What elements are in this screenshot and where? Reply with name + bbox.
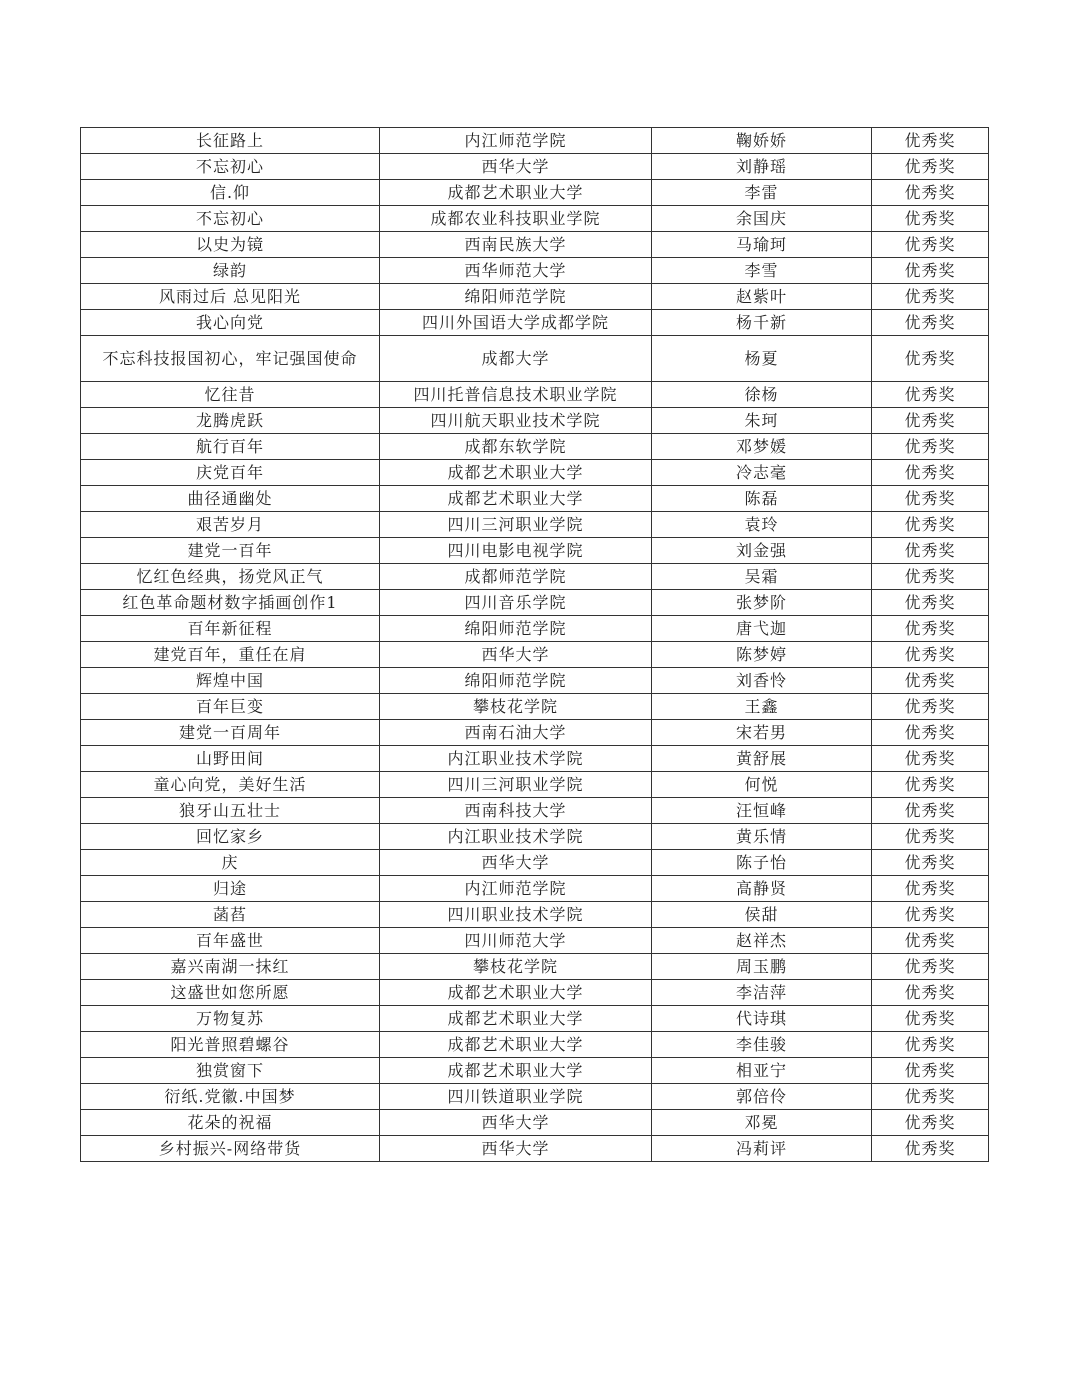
author-name-cell: 刘香怜 bbox=[652, 668, 872, 694]
table-row bbox=[81, 154, 989, 180]
school-cell: 绵阳师范学院 bbox=[380, 616, 652, 642]
author-name-cell: 张梦阶 bbox=[652, 590, 872, 616]
award-level-cell: 优秀奖 bbox=[872, 928, 989, 954]
work-title-cell: 归途 bbox=[81, 876, 380, 902]
table-row bbox=[81, 206, 989, 232]
author-name-cell: 李洁萍 bbox=[652, 980, 872, 1006]
author-name-cell: 鞠娇娇 bbox=[652, 128, 872, 154]
award-level-cell: 优秀奖 bbox=[872, 382, 989, 408]
school-cell: 四川铁道职业学院 bbox=[380, 1084, 652, 1110]
award-level-cell: 优秀奖 bbox=[872, 824, 989, 850]
table-row bbox=[81, 128, 989, 154]
author-name-cell: 黄舒展 bbox=[652, 746, 872, 772]
work-title-cell: 辉煌中国 bbox=[81, 668, 380, 694]
work-title-cell: 乡村振兴-网络带货 bbox=[81, 1136, 380, 1162]
school-cell: 西华大学 bbox=[380, 1136, 652, 1162]
work-title-cell: 不忘初心 bbox=[81, 154, 380, 180]
table-row bbox=[81, 616, 989, 642]
award-level-cell: 优秀奖 bbox=[872, 642, 989, 668]
award-level-cell: 优秀奖 bbox=[872, 564, 989, 590]
author-name-cell: 侯甜 bbox=[652, 902, 872, 928]
award-level-cell: 优秀奖 bbox=[872, 1084, 989, 1110]
table-row bbox=[81, 486, 989, 512]
school-cell: 西华大学 bbox=[380, 1110, 652, 1136]
award-level-cell: 优秀奖 bbox=[872, 720, 989, 746]
work-title-cell: 建党一百年 bbox=[81, 538, 380, 564]
work-title-cell: 我心向党 bbox=[81, 310, 380, 336]
table-row bbox=[81, 258, 989, 284]
work-title-cell: 忆红色经典，扬党风正气 bbox=[81, 564, 380, 590]
table-row bbox=[81, 590, 989, 616]
author-name-cell: 邓梦媛 bbox=[652, 434, 872, 460]
school-cell: 西南科技大学 bbox=[380, 798, 652, 824]
author-name-cell: 汪恒峰 bbox=[652, 798, 872, 824]
school-cell: 西华大学 bbox=[380, 850, 652, 876]
school-cell: 内江职业技术学院 bbox=[380, 746, 652, 772]
school-cell: 四川航天职业技术学院 bbox=[380, 408, 652, 434]
work-title-cell: 不忘初心 bbox=[81, 206, 380, 232]
award-level-cell: 优秀奖 bbox=[872, 258, 989, 284]
school-cell: 绵阳师范学院 bbox=[380, 284, 652, 310]
author-name-cell: 李雷 bbox=[652, 180, 872, 206]
work-title-cell: 这盛世如您所愿 bbox=[81, 980, 380, 1006]
table-row bbox=[81, 798, 989, 824]
award-level-cell: 优秀奖 bbox=[872, 460, 989, 486]
table-row bbox=[81, 460, 989, 486]
author-name-cell: 袁玲 bbox=[652, 512, 872, 538]
table-row bbox=[81, 1006, 989, 1032]
award-level-cell: 优秀奖 bbox=[872, 538, 989, 564]
work-title-cell: 山野田间 bbox=[81, 746, 380, 772]
school-cell: 成都大学 bbox=[380, 336, 652, 382]
table-row bbox=[81, 746, 989, 772]
author-name-cell: 宋若男 bbox=[652, 720, 872, 746]
school-cell: 内江师范学院 bbox=[380, 128, 652, 154]
author-name-cell: 赵祥杰 bbox=[652, 928, 872, 954]
author-name-cell: 李佳骏 bbox=[652, 1032, 872, 1058]
award-level-cell: 优秀奖 bbox=[872, 772, 989, 798]
table-row bbox=[81, 954, 989, 980]
award-level-cell: 优秀奖 bbox=[872, 1032, 989, 1058]
author-name-cell: 徐杨 bbox=[652, 382, 872, 408]
school-cell: 西华大学 bbox=[380, 154, 652, 180]
table-row bbox=[81, 902, 989, 928]
school-cell: 四川外国语大学成都学院 bbox=[380, 310, 652, 336]
school-cell: 四川三河职业学院 bbox=[380, 772, 652, 798]
work-title-cell: 庆 bbox=[81, 850, 380, 876]
work-title-cell: 曲径通幽处 bbox=[81, 486, 380, 512]
table-row bbox=[81, 824, 989, 850]
work-title-cell: 百年新征程 bbox=[81, 616, 380, 642]
author-name-cell: 何悦 bbox=[652, 772, 872, 798]
author-name-cell: 刘金强 bbox=[652, 538, 872, 564]
award-level-cell: 优秀奖 bbox=[872, 694, 989, 720]
work-title-cell: 忆往昔 bbox=[81, 382, 380, 408]
award-level-cell: 优秀奖 bbox=[872, 902, 989, 928]
school-cell: 内江职业技术学院 bbox=[380, 824, 652, 850]
award-level-cell: 优秀奖 bbox=[872, 876, 989, 902]
work-title-cell: 红色革命题材数字插画创作1 bbox=[81, 590, 380, 616]
school-cell: 成都艺术职业大学 bbox=[380, 1006, 652, 1032]
school-cell: 四川师范大学 bbox=[380, 928, 652, 954]
school-cell: 攀枝花学院 bbox=[380, 694, 652, 720]
work-title-cell: 建党一百周年 bbox=[81, 720, 380, 746]
author-name-cell: 黄乐情 bbox=[652, 824, 872, 850]
table-row bbox=[81, 408, 989, 434]
school-cell: 成都东软学院 bbox=[380, 434, 652, 460]
table-row bbox=[81, 538, 989, 564]
school-cell: 西华师范大学 bbox=[380, 258, 652, 284]
author-name-cell: 冯莉评 bbox=[652, 1136, 872, 1162]
author-name-cell: 周玉鹏 bbox=[652, 954, 872, 980]
work-title-cell: 百年巨变 bbox=[81, 694, 380, 720]
school-cell: 西南民族大学 bbox=[380, 232, 652, 258]
awards-table bbox=[80, 127, 989, 1162]
table-row bbox=[81, 1110, 989, 1136]
table-row bbox=[81, 382, 989, 408]
author-name-cell: 陈梦婷 bbox=[652, 642, 872, 668]
award-level-cell: 优秀奖 bbox=[872, 180, 989, 206]
table-row bbox=[81, 1058, 989, 1084]
author-name-cell: 赵紫叶 bbox=[652, 284, 872, 310]
work-title-cell: 建党百年，重任在肩 bbox=[81, 642, 380, 668]
work-title-cell: 航行百年 bbox=[81, 434, 380, 460]
author-name-cell: 李雪 bbox=[652, 258, 872, 284]
award-level-cell: 优秀奖 bbox=[872, 850, 989, 876]
school-cell: 西华大学 bbox=[380, 642, 652, 668]
table-row bbox=[81, 772, 989, 798]
work-title-cell: 童心向党，美好生活 bbox=[81, 772, 380, 798]
award-level-cell: 优秀奖 bbox=[872, 954, 989, 980]
author-name-cell: 吴霜 bbox=[652, 564, 872, 590]
award-level-cell: 优秀奖 bbox=[872, 310, 989, 336]
award-level-cell: 优秀奖 bbox=[872, 590, 989, 616]
work-title-cell: 万物复苏 bbox=[81, 1006, 380, 1032]
school-cell: 成都艺术职业大学 bbox=[380, 1058, 652, 1084]
author-name-cell: 朱珂 bbox=[652, 408, 872, 434]
author-name-cell: 邓冕 bbox=[652, 1110, 872, 1136]
work-title-cell: 百年盛世 bbox=[81, 928, 380, 954]
table-row bbox=[81, 1032, 989, 1058]
table-row bbox=[81, 336, 989, 382]
school-cell: 四川三河职业学院 bbox=[380, 512, 652, 538]
table-row bbox=[81, 434, 989, 460]
author-name-cell: 杨千新 bbox=[652, 310, 872, 336]
work-title-cell: 风雨过后 总见阳光 bbox=[81, 284, 380, 310]
school-cell: 绵阳师范学院 bbox=[380, 668, 652, 694]
work-title-cell: 独赏窗下 bbox=[81, 1058, 380, 1084]
table-row bbox=[81, 980, 989, 1006]
work-title-cell: 信.仰 bbox=[81, 180, 380, 206]
award-level-cell: 优秀奖 bbox=[872, 408, 989, 434]
school-cell: 西南石油大学 bbox=[380, 720, 652, 746]
work-title-cell: 以史为镜 bbox=[81, 232, 380, 258]
school-cell: 成都艺术职业大学 bbox=[380, 180, 652, 206]
work-title-cell: 艰苦岁月 bbox=[81, 512, 380, 538]
award-level-cell: 优秀奖 bbox=[872, 746, 989, 772]
author-name-cell: 杨夏 bbox=[652, 336, 872, 382]
work-title-cell: 长征路上 bbox=[81, 128, 380, 154]
table-row bbox=[81, 1136, 989, 1162]
award-level-cell: 优秀奖 bbox=[872, 1110, 989, 1136]
award-level-cell: 优秀奖 bbox=[872, 1006, 989, 1032]
table-row bbox=[81, 564, 989, 590]
table-row bbox=[81, 720, 989, 746]
work-title-cell: 狼牙山五壮士 bbox=[81, 798, 380, 824]
table-row bbox=[81, 694, 989, 720]
work-title-cell: 龙腾虎跃 bbox=[81, 408, 380, 434]
table-row bbox=[81, 668, 989, 694]
awards-table-body bbox=[81, 128, 989, 1162]
author-name-cell: 王鑫 bbox=[652, 694, 872, 720]
work-title-cell: 回忆家乡 bbox=[81, 824, 380, 850]
author-name-cell: 刘静瑶 bbox=[652, 154, 872, 180]
award-level-cell: 优秀奖 bbox=[872, 284, 989, 310]
school-cell: 成都艺术职业大学 bbox=[380, 1032, 652, 1058]
author-name-cell: 冷志毫 bbox=[652, 460, 872, 486]
table-row bbox=[81, 928, 989, 954]
award-level-cell: 优秀奖 bbox=[872, 486, 989, 512]
work-title-cell: 衍纸.党徽.中国梦 bbox=[81, 1084, 380, 1110]
author-name-cell: 陈子怡 bbox=[652, 850, 872, 876]
author-name-cell: 余国庆 bbox=[652, 206, 872, 232]
school-cell: 攀枝花学院 bbox=[380, 954, 652, 980]
work-title-cell: 花朵的祝福 bbox=[81, 1110, 380, 1136]
author-name-cell: 代诗琪 bbox=[652, 1006, 872, 1032]
author-name-cell: 陈磊 bbox=[652, 486, 872, 512]
work-title-cell: 不忘科技报国初心，牢记强国使命 bbox=[81, 336, 380, 382]
award-level-cell: 优秀奖 bbox=[872, 154, 989, 180]
author-name-cell: 相亚宁 bbox=[652, 1058, 872, 1084]
award-level-cell: 优秀奖 bbox=[872, 1136, 989, 1162]
school-cell: 四川音乐学院 bbox=[380, 590, 652, 616]
school-cell: 四川职业技术学院 bbox=[380, 902, 652, 928]
award-level-cell: 优秀奖 bbox=[872, 1058, 989, 1084]
author-name-cell: 唐弋迦 bbox=[652, 616, 872, 642]
school-cell: 四川托普信息技术职业学院 bbox=[380, 382, 652, 408]
table-row bbox=[81, 232, 989, 258]
school-cell: 内江师范学院 bbox=[380, 876, 652, 902]
work-title-cell: 菡萏 bbox=[81, 902, 380, 928]
school-cell: 成都艺术职业大学 bbox=[380, 980, 652, 1006]
table-row bbox=[81, 1084, 989, 1110]
table-row bbox=[81, 310, 989, 336]
table-row bbox=[81, 642, 989, 668]
school-cell: 成都艺术职业大学 bbox=[380, 486, 652, 512]
author-name-cell: 马瑜珂 bbox=[652, 232, 872, 258]
work-title-cell: 嘉兴南湖一抹红 bbox=[81, 954, 380, 980]
table-row bbox=[81, 284, 989, 310]
award-level-cell: 优秀奖 bbox=[872, 668, 989, 694]
school-cell: 四川电影电视学院 bbox=[380, 538, 652, 564]
table-row bbox=[81, 850, 989, 876]
author-name-cell: 高静贤 bbox=[652, 876, 872, 902]
work-title-cell: 绿韵 bbox=[81, 258, 380, 284]
school-cell: 成都师范学院 bbox=[380, 564, 652, 590]
award-level-cell: 优秀奖 bbox=[872, 980, 989, 1006]
award-level-cell: 优秀奖 bbox=[872, 128, 989, 154]
author-name-cell: 郭倍伶 bbox=[652, 1084, 872, 1110]
award-level-cell: 优秀奖 bbox=[872, 336, 989, 382]
table-row bbox=[81, 180, 989, 206]
work-title-cell: 庆党百年 bbox=[81, 460, 380, 486]
work-title-cell: 阳光普照碧螺谷 bbox=[81, 1032, 380, 1058]
award-level-cell: 优秀奖 bbox=[872, 798, 989, 824]
award-level-cell: 优秀奖 bbox=[872, 232, 989, 258]
school-cell: 成都艺术职业大学 bbox=[380, 460, 652, 486]
table-row bbox=[81, 512, 989, 538]
school-cell: 成都农业科技职业学院 bbox=[380, 206, 652, 232]
table-row bbox=[81, 876, 989, 902]
award-level-cell: 优秀奖 bbox=[872, 512, 989, 538]
award-level-cell: 优秀奖 bbox=[872, 206, 989, 232]
award-level-cell: 优秀奖 bbox=[872, 434, 989, 460]
award-level-cell: 优秀奖 bbox=[872, 616, 989, 642]
